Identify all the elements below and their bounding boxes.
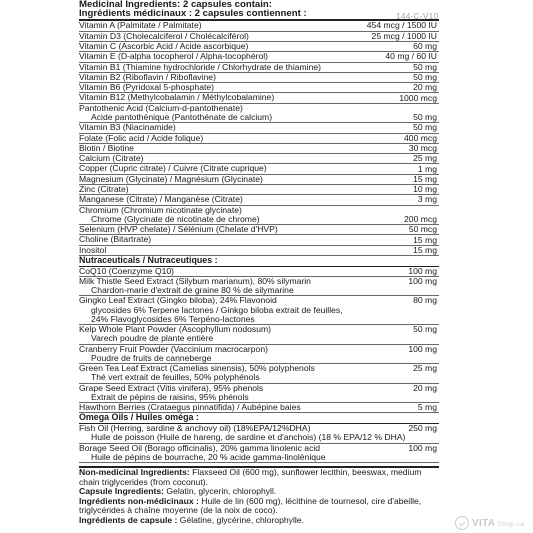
ingredient-name: Folate (Folic acid / Acide folique) — [79, 132, 204, 143]
ingredient-subline: Thé vert extrait de feuilles, 50% polyphénols — [91, 372, 260, 383]
ingredient-name: CoQ10 (Coenzyme Q10) — [79, 265, 175, 276]
ingredient-dose: 40 mg / 60 IU — [385, 51, 437, 62]
footer — [79, 468, 439, 525]
ingredient-name: Vitamin B12 (Methylcobalamin / Méthylcobalamine) — [79, 92, 275, 103]
cap-label: Capsule Ingredients: — [79, 486, 164, 497]
ingredient-dose: 100 mg — [408, 275, 437, 286]
nutraceutical-list — [79, 267, 439, 414]
ingredient-dose: 200 mcg — [404, 213, 437, 224]
nmi-label: Non-medicinal Ingredients: — [79, 467, 190, 478]
ingredient-subline: Huile de pépins de bourrache, 20 % acide gamma-linolénique — [91, 451, 326, 462]
nmi-text: Flaxseed Oil (600 mg), sunflower lecithin, beeswax, medium chain triglycerides (from coconut). — [79, 467, 422, 487]
ingredient-name: Vitamin D3 (Cholecalciferol / Cholécalciférol) — [79, 30, 249, 41]
ingredient-dose: 25 mg — [413, 363, 437, 374]
vitamin-row — [79, 246, 439, 256]
ingredient-subline: Poudre de fruits de canneberge — [91, 352, 212, 363]
nutraceutical-row — [79, 384, 439, 404]
ingredient-dose: 50 mg — [413, 324, 437, 335]
omega-row — [79, 444, 439, 464]
inm-label: Ingrédients non-médicinaux : — [79, 495, 199, 506]
ingredient-subline: Varech poudre de plante entière — [91, 333, 214, 344]
nutraceutical-row — [79, 277, 439, 297]
ingredient-name: Vitamin B3 (Niacinamide) — [79, 122, 176, 133]
ingredient-name: Milk Thistle Seed Extract (Silybum marianum), 80% silymarin — [79, 275, 311, 286]
ingredient-name: Calcium (Citrate) — [79, 153, 144, 164]
ingredient-dose: 454 mcg / 1500 IU — [366, 20, 437, 31]
ingredient-name: Vitamin A (Palmitate / Palmitate) — [79, 20, 202, 31]
ingredient-subline: Extrait de pépins de raisins, 95% phénols — [91, 391, 249, 402]
ingredient-subline: Chardon-marie d'extrait de graine 80 % de silymarine — [91, 285, 294, 296]
nutraceutical-row — [79, 345, 439, 365]
vitamin-row — [79, 206, 439, 226]
vitamin-list — [79, 21, 439, 256]
ingredient-dose: 50 mg — [413, 61, 437, 72]
ingredient-name: Borage Seed Oil (Borago officinalis), 20% gamma linolenic acid — [79, 442, 321, 453]
product-code: 144-C-V10 — [396, 11, 439, 21]
ic-label: Ingrédients de capsule : — [79, 514, 178, 525]
nutraceutical-row — [79, 364, 439, 384]
ingredient-name: Vitamin C (Ascorbic Acid / Acide ascorbique) — [79, 41, 249, 51]
ingredient-dose: 15 mg — [413, 244, 437, 255]
ingredient-name: Gingko Leaf Extract (Gingko biloba), 24% Flavonoid — [79, 295, 277, 306]
ingredient-dose: 5 mg — [417, 402, 437, 413]
ingredient-name: Grape Seed Extract (Vitis vinifera), 95% phenols — [79, 382, 264, 393]
ingredient-dose: 250 mg — [408, 423, 437, 434]
vitashop-logo-icon — [455, 516, 469, 530]
ingredient-dose: 100 mg — [408, 442, 437, 453]
ingredient-dose: 60 mg — [413, 41, 437, 52]
ingredient-name: Vitamin B1 (Thiamine hydrochloride / Chlorhydrate de thiamine) — [79, 61, 322, 72]
ingredient-dose: 20 mg — [413, 82, 437, 93]
ingredient-dose: 50 mg — [413, 71, 437, 82]
ingredient-name: Chromium (Chromium nicotinate glycinate) — [79, 204, 242, 215]
ingredient-dose: 25 mg — [413, 153, 437, 164]
ingredient-dose: 3 mg — [417, 194, 437, 205]
omega-heading: Omega Oils / Huiles oméga : — [79, 413, 439, 424]
ingredients-non-medicinaux — [79, 497, 439, 516]
ingredient-name: Choline (Bitartrate) — [79, 234, 152, 245]
ingredient-subline: Huile de poisson (Huile de hareng, de sardine et d'anchois) (18 % EPA/12 % DHA) — [91, 432, 406, 443]
ingredient-subline: Chrome (Glycinate de nicotinate de chrome) — [91, 213, 260, 224]
watermark-logo — [472, 518, 524, 529]
ingredient-name: Inositol — [79, 244, 107, 255]
header-english: Medicinal Ingredients: 2 capsules contain: — [79, 0, 272, 10]
ingredient-dose: 1000 mcg — [399, 92, 437, 103]
nutraceutical-row — [79, 403, 439, 413]
ingredient-name: Manganese (Citrate) / Manganèse (Citrate) — [79, 194, 243, 205]
watermark-small: Shop.ca — [497, 521, 525, 528]
nutraceuticals-heading: Nutraceuticals / Nutraceutiques : — [79, 256, 439, 267]
ingredient-dose: 30 mcg — [408, 142, 437, 153]
ingredients-capsule — [79, 516, 439, 526]
cap-text: Gelatin, glycerin, chlorophyll. — [166, 486, 277, 497]
ingredient-name: Vitamin E (D-alpha tocopherol / Alpha-tocophérol) — [79, 51, 269, 62]
ingredient-dose: 1 mg — [417, 163, 437, 174]
supplement-facts-panel — [79, 0, 439, 525]
ingredient-subline: 24% Flavoglycosides 6% Terpéno-lactones — [91, 313, 255, 324]
ingredient-dose: 100 mg — [408, 265, 437, 276]
ingredient-name: Fish Oil (Herring, sardine & anchovy oil) (18%EPA/12%DHA) — [79, 423, 311, 434]
ingredient-name: Vitamin B6 (Pyridoxal 5-phosphate) — [79, 82, 215, 93]
ic-text: Gélatine, glycérine, chlorophylle. — [179, 514, 304, 525]
omega-row — [79, 424, 439, 444]
nutraceutical-row — [79, 296, 439, 325]
ingredient-name: Vitamin B2 (Riboflavin / Riboflavine) — [79, 71, 216, 82]
inm-text: Huile de lin (600 mg), lécithine de tournesol, cire d'abeille, triglycérides à chaîne moyenne (de la noix de coco). — [79, 495, 422, 516]
nutraceutical-row — [79, 325, 439, 345]
ingredient-dose: 50 mg — [413, 122, 437, 133]
ingredient-dose: 50 mcg — [408, 224, 437, 235]
ingredient-dose: 10 mg — [413, 184, 437, 195]
ingredient-name: Zinc (Citrate) — [79, 184, 129, 195]
ingredient-dose: 100 mg — [408, 343, 437, 354]
ingredient-dose: 50 mg — [413, 112, 437, 123]
ingredient-name: Selenium (HVP chelate) / Sélénium (Chelate d'HVP) — [79, 224, 278, 235]
ingredient-name: Kelp Whole Plant Powder (Ascophyllum nodosum) — [79, 324, 272, 335]
ingredient-subline: Acide pantothénique (Pantothénate de calcium) — [91, 112, 273, 123]
ingredient-dose: 20 mg — [413, 382, 437, 393]
ingredient-dose: 25 mcg / 1000 IU — [371, 30, 437, 41]
ingredient-dose: 15 mg — [413, 234, 437, 245]
ingredient-name: Pantothenic Acid (Calcium-d-pantothenate) — [79, 102, 243, 113]
header-french: Ingrédients médicinaux : 2 capsules contiennent : — [79, 8, 307, 20]
ingredient-name: Biotin / Biotine — [79, 142, 134, 153]
ingredient-name: Magnesium (Glycinate) / Magnésium (Glycinate) — [79, 173, 263, 184]
non-medicinal-ingredients — [79, 468, 439, 487]
watermark-brand: VITA — [472, 518, 496, 529]
omega-list — [79, 424, 439, 463]
ingredient-dose: 80 mg — [413, 295, 437, 306]
ingredient-dose: 15 mg — [413, 173, 437, 184]
ingredient-name: Green Tea Leaf Extract (Camelias sinensis), 50% polyphenols — [79, 363, 315, 374]
vitamin-row — [79, 235, 439, 245]
ingredient-name: Copper (Cupric citrate) / Cuivre (Citrate cuprique) — [79, 163, 267, 174]
ingredient-name: Cranberry Fruit Powder (Vaccinium macrocarpon) — [79, 343, 268, 354]
ingredient-name: Hawthorn Berries (Crataegus pinnatifida) / Aubépine baies — [79, 402, 301, 413]
ingredient-dose: 400 mcg — [404, 132, 437, 143]
ingredient-subline: glycosides 6% Terpene lactones / Ginkgo biloba extrait de feuilles, — [91, 304, 343, 315]
vitamin-row — [79, 104, 439, 124]
vitamin-row — [79, 175, 439, 185]
